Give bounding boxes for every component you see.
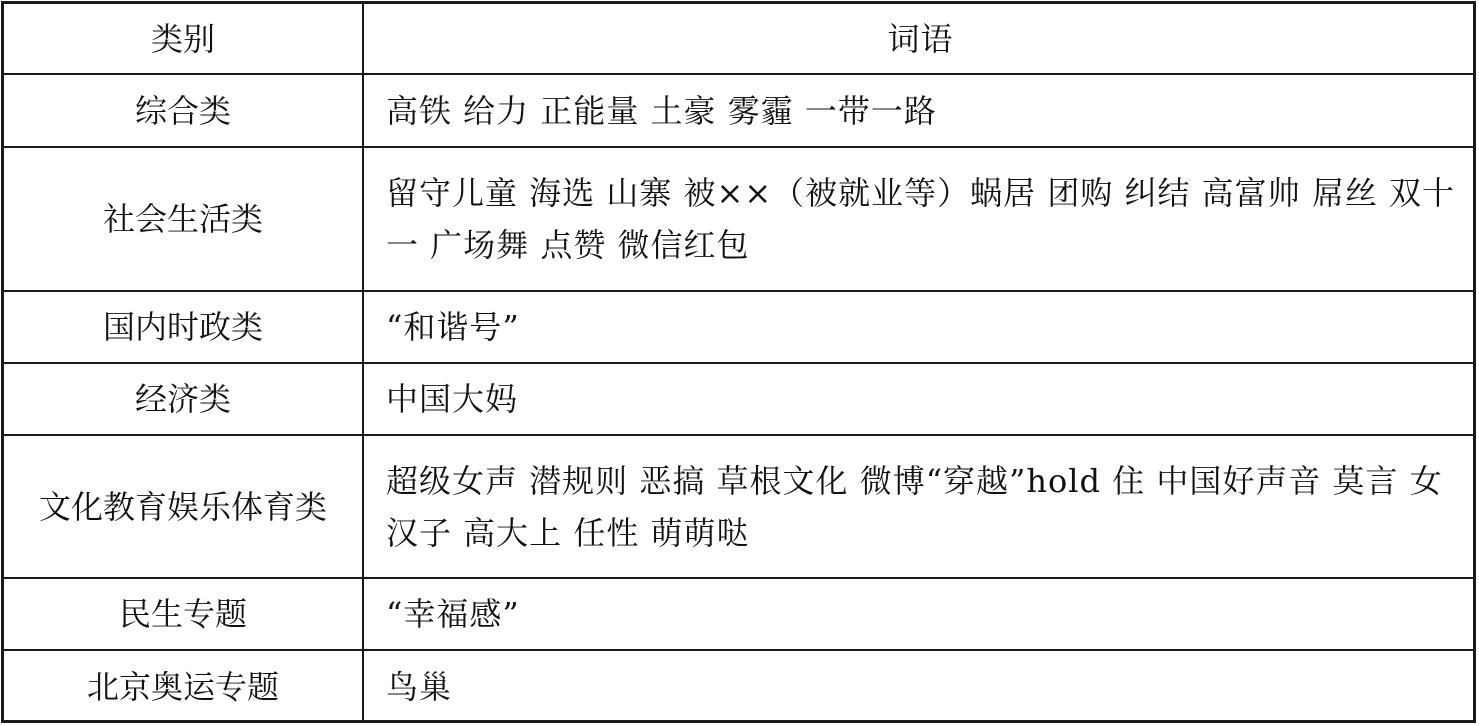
row-words: 留守儿童 海选 山寨 被××（被就业等）蜗居 团购 纠结 高富帅 屌丝 双十一 广场舞 点赞 微信红包 <box>364 148 1473 292</box>
row-category: 文化教育娱乐体育类 <box>4 436 364 579</box>
row-category: 综合类 <box>4 75 364 148</box>
row-words: 中国大妈 <box>364 364 1473 436</box>
row-words: “和谐号” <box>364 292 1473 364</box>
header-words: 词语 <box>364 4 1473 75</box>
row-words: 鸟巢 <box>386 667 453 706</box>
header-category: 类别 <box>4 4 364 75</box>
row-words: 超级女声 潜规则 恶搞 草根文化 微博“穿越”hold 住 中国好声音 莫言 女汉子 高大上 任性 萌萌哒 <box>364 436 1473 579</box>
row-category: 国内时政类 <box>4 292 364 364</box>
row-words: 高铁 给力 正能量 土豪 雾霾 一带一路 <box>364 75 1473 148</box>
row-category: 经济类 <box>4 364 364 436</box>
row-category: 北京奥运专题 <box>4 651 364 722</box>
row-words: “幸福感” <box>364 579 1473 651</box>
vocabulary-table <box>1 1 1476 723</box>
row-category: 社会生活类 <box>4 148 364 292</box>
row-category: 民生专题 <box>4 579 364 651</box>
